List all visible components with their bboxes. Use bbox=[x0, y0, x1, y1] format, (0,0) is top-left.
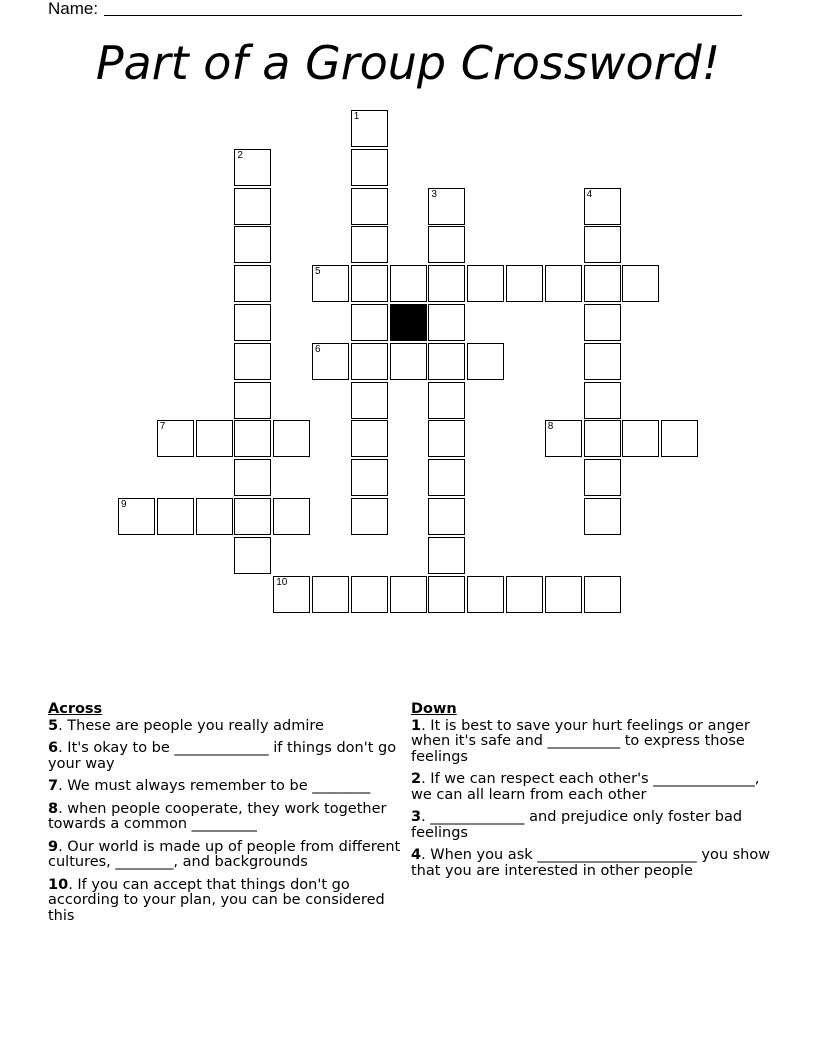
grid-cell[interactable] bbox=[545, 265, 582, 302]
grid-cell[interactable] bbox=[584, 498, 621, 535]
grid-cell[interactable] bbox=[351, 304, 388, 341]
across-clue-5: 5. These are people you really admire bbox=[48, 717, 324, 734]
down-heading: Down bbox=[411, 701, 457, 717]
grid-cell[interactable] bbox=[351, 110, 388, 147]
grid-cell[interactable] bbox=[196, 420, 233, 457]
grid-cell[interactable] bbox=[428, 498, 465, 535]
name-label: Name: bbox=[48, 0, 99, 18]
grid-cell[interactable] bbox=[312, 265, 349, 302]
grid-cell[interactable] bbox=[157, 498, 194, 535]
clue-number: 3 bbox=[431, 188, 437, 200]
grid-cell[interactable] bbox=[351, 420, 388, 457]
grid-cell[interactable] bbox=[428, 420, 465, 457]
grid-cell[interactable] bbox=[351, 265, 388, 302]
grid-cell[interactable] bbox=[234, 382, 271, 419]
grid-cell[interactable] bbox=[584, 343, 621, 380]
down-clue-4: 4. When you ask ______________________ you show that you are interested in other people bbox=[411, 847, 771, 879]
grid-cell[interactable] bbox=[273, 498, 310, 535]
clue-number: 9 bbox=[121, 499, 127, 510]
clue-number: 7 bbox=[159, 421, 166, 433]
across-clue-7: 7. We must always remember to be ________ bbox=[48, 778, 371, 794]
grid-cell[interactable] bbox=[428, 188, 465, 225]
grid-cell[interactable] bbox=[273, 576, 310, 613]
grid-cell[interactable] bbox=[351, 226, 388, 263]
grid-cell[interactable] bbox=[234, 304, 271, 341]
page-title: Part of a Group Crossword! bbox=[95, 36, 721, 90]
grid-cell[interactable] bbox=[351, 498, 388, 535]
grid-cell[interactable] bbox=[467, 265, 504, 302]
grid-cell[interactable] bbox=[234, 498, 271, 535]
grid-cell[interactable] bbox=[428, 226, 465, 263]
down-clue-2: 2. If we can respect each other's ______________, we can all learn from each other bbox=[411, 771, 760, 803]
grid-cell[interactable] bbox=[584, 188, 621, 225]
black-square bbox=[390, 304, 427, 341]
grid-cell[interactable] bbox=[157, 420, 194, 457]
clue-number: 5 bbox=[315, 266, 321, 278]
grid-cell[interactable] bbox=[273, 420, 310, 457]
grid-cell[interactable] bbox=[428, 265, 465, 302]
grid-cell[interactable] bbox=[428, 537, 465, 574]
across-clue-10: 10. If you can accept that things don't go according to your plan, you can be considered this bbox=[48, 876, 385, 924]
grid-cell[interactable] bbox=[234, 459, 271, 496]
across-clue-8: 8. when people cooperate, they work together towards a common _________ bbox=[48, 800, 387, 832]
clue-number: 6 bbox=[315, 343, 321, 355]
grid-cell[interactable] bbox=[622, 265, 659, 302]
grid-cell[interactable] bbox=[584, 265, 621, 302]
grid-cell[interactable] bbox=[351, 459, 388, 496]
grid-cell[interactable] bbox=[428, 576, 465, 613]
grid-cell[interactable] bbox=[234, 420, 271, 457]
grid-cell[interactable] bbox=[506, 265, 543, 302]
grid-cell[interactable] bbox=[351, 343, 388, 380]
grid-cell[interactable] bbox=[545, 576, 582, 613]
across-clue-6: 6. It's okay to be _____________ if things don't go your way bbox=[48, 740, 397, 772]
clue-number: 1 bbox=[353, 111, 360, 122]
grid-cell[interactable] bbox=[428, 304, 465, 341]
grid-cell[interactable] bbox=[312, 576, 349, 613]
across-clues bbox=[48, 702, 408, 931]
clue-number: 2 bbox=[237, 149, 243, 161]
grid-cell[interactable] bbox=[351, 382, 388, 419]
grid-cell[interactable] bbox=[351, 149, 388, 186]
clue-number: 8 bbox=[547, 421, 554, 433]
across-heading: Across bbox=[48, 701, 103, 717]
grid-cell[interactable] bbox=[312, 343, 349, 380]
grid-cell[interactable] bbox=[584, 420, 621, 457]
clue-number: 10 bbox=[276, 576, 288, 588]
down-clues bbox=[411, 702, 781, 886]
down-clue-3: 3. _____________ and prejudice only foster bad feelings bbox=[411, 809, 743, 841]
grid-cell[interactable] bbox=[234, 265, 271, 302]
grid-cell[interactable] bbox=[196, 498, 233, 535]
grid-cell[interactable] bbox=[467, 576, 504, 613]
across-clue-9: 9. Our world is made up of people from different cultures, ________, and backgrounds bbox=[48, 838, 401, 870]
grid-cell[interactable] bbox=[584, 459, 621, 496]
grid-cell[interactable] bbox=[390, 343, 427, 380]
grid-cell[interactable] bbox=[622, 420, 659, 457]
grid-cell[interactable] bbox=[428, 459, 465, 496]
down-clue-1: 1. It is best to save your hurt feelings or anger when it's safe and __________ to express those feelings bbox=[411, 717, 750, 765]
grid-cell[interactable] bbox=[390, 576, 427, 613]
grid-cell[interactable] bbox=[467, 343, 504, 380]
grid-cell[interactable] bbox=[351, 188, 388, 225]
grid-cell[interactable] bbox=[545, 420, 582, 457]
grid-cell[interactable] bbox=[584, 226, 621, 263]
grid-cell[interactable] bbox=[428, 343, 465, 380]
grid-cell[interactable] bbox=[234, 537, 271, 574]
grid-cell[interactable] bbox=[428, 382, 465, 419]
grid-cell[interactable] bbox=[661, 420, 698, 457]
grid-cell[interactable] bbox=[506, 576, 543, 613]
grid-cell[interactable] bbox=[584, 576, 621, 613]
grid-cell[interactable] bbox=[234, 149, 271, 186]
grid-cell[interactable] bbox=[234, 188, 271, 225]
grid-cell[interactable] bbox=[118, 498, 155, 535]
grid-cell[interactable] bbox=[390, 265, 427, 302]
grid-cell[interactable] bbox=[351, 576, 388, 613]
grid-cell[interactable] bbox=[584, 382, 621, 419]
clue-number: 4 bbox=[586, 188, 593, 200]
grid-cell[interactable] bbox=[234, 343, 271, 380]
grid-cell[interactable] bbox=[584, 304, 621, 341]
grid-cell[interactable] bbox=[234, 226, 271, 263]
